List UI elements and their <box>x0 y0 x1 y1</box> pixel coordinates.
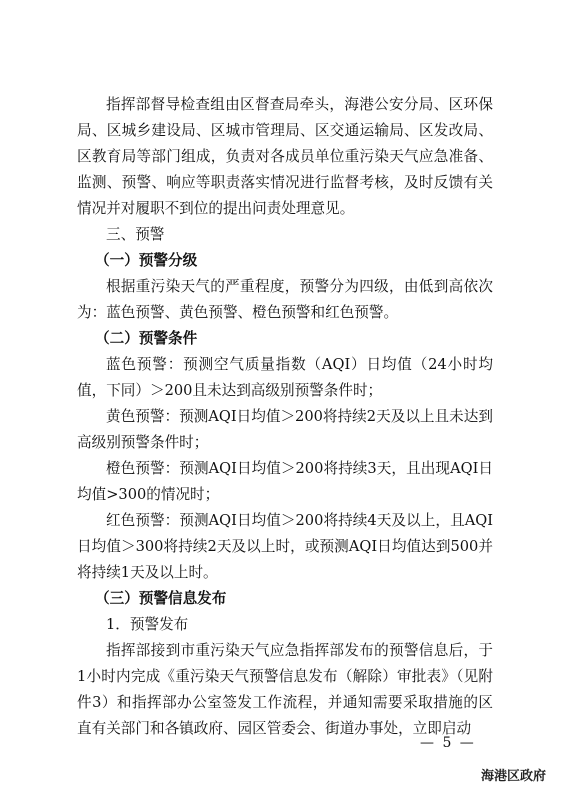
paragraph-release-procedure: 指挥部接到市重污染天气应急指挥部发布的预警信息后，于1小时内完成《重污染天气预警信息发布（解除）审批表》（见附件3）和指挥部办公室签发工作流程，并通知需要采取措施的区直有关部门和各镇政府、园区管委会、街道办事处，立即启动 <box>77 642 493 737</box>
page-number: — 5 — <box>420 735 476 751</box>
paragraph-red-warning: 红色预警：预测AQI日均值＞200将持续4天及以上，且AQI日均值＞300将持续2天及以上时，或预测AQI日均值达到500并将持续1天及以上时。 <box>77 512 493 581</box>
subsection-heading-warning-release: （三）预警信息发布 <box>95 590 227 607</box>
paragraph-warning-levels: 根据重污染天气的严重程度，预警分为四级，由低到高依次为：蓝色预警、黄色预警、橙色预警和红色预警。 <box>77 278 493 321</box>
source-watermark: 海港区政府 <box>480 769 546 784</box>
subsection-heading-warning-conditions: （二）预警条件 <box>95 330 198 347</box>
subsection-heading-warning-levels: （一）预警分级 <box>95 252 198 269</box>
paragraph-supervision-group: 指挥部督导检查组由区督查局牵头，海港公安分局、区环保局、区城乡建设局、区城市管理局、区交通运输局、区发改局、区教育局等部门组成，负责对各成员单位重污染天气应急准备、监测、预警、响应等职责落实情况进行监督考核，及时反馈有关情况并对履职不到位的提出问责处理意见。 <box>77 96 493 217</box>
paragraph-orange-warning: 橙色预警：预测AQI日均值＞200将持续3天，且出现AQI日均值>300的情况时； <box>77 460 493 503</box>
document-body <box>77 92 493 742</box>
section-heading-warning: 三、预警 <box>106 226 165 243</box>
paragraph-blue-warning: 蓝色预警：预测空气质量指数（AQI）日均值（24小时均值，下同）＞200且未达到高级别预警条件时； <box>77 356 493 399</box>
paragraph-yellow-warning: 黄色预警：预测AQI日均值＞200将持续2天及以上且未达到高级别预警条件时； <box>77 408 493 451</box>
paragraph-release-item-1: 1．预警发布 <box>106 616 189 633</box>
